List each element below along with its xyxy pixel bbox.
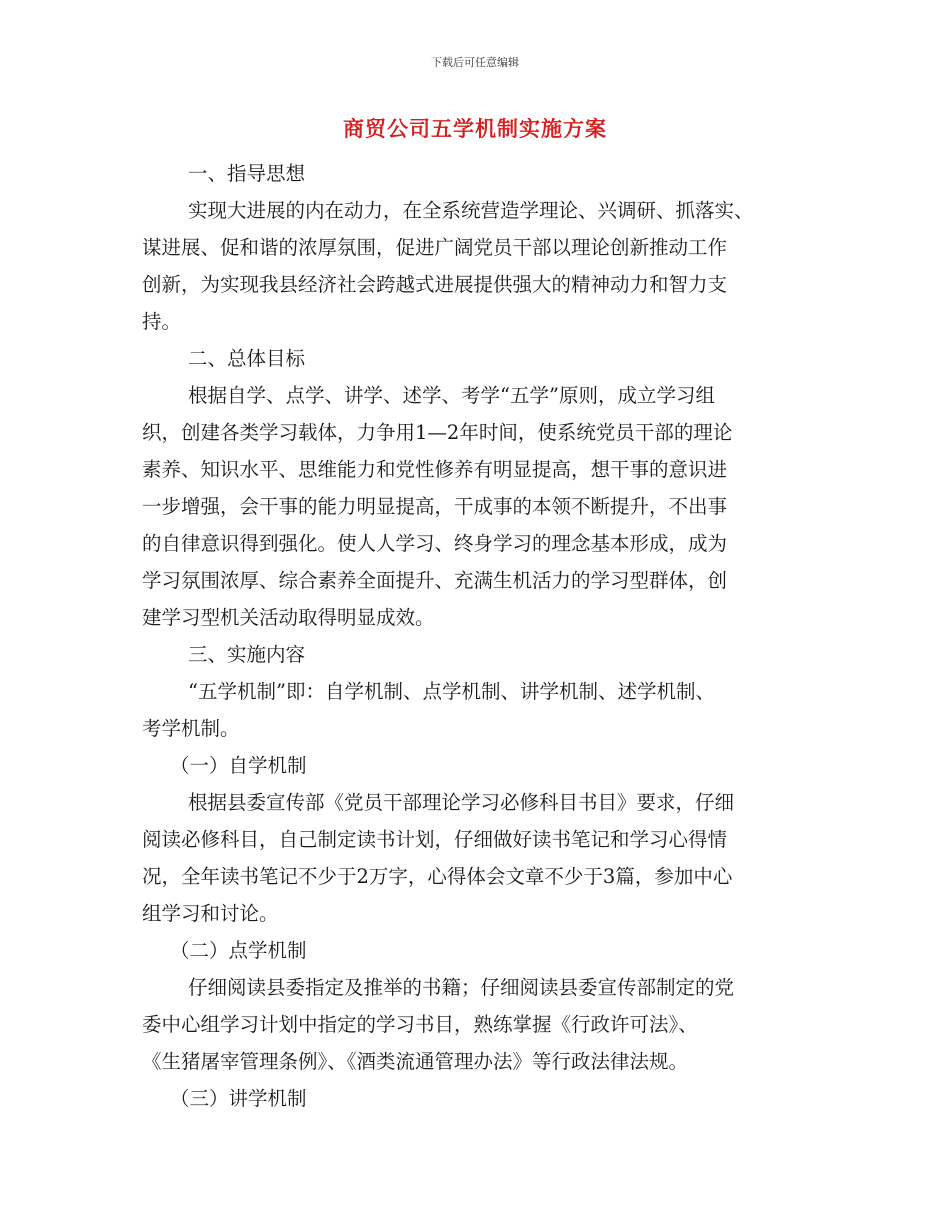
subsection-heading: （三）讲学机制 bbox=[170, 1087, 307, 1110]
paragraph-line: 仔细阅读县委指定及推举的书籍；仔细阅读县委宣传部制定的党 bbox=[188, 976, 735, 999]
paragraph-line: 组学习和讨论。 bbox=[142, 902, 279, 925]
paragraph-line: 持。 bbox=[142, 310, 182, 333]
paragraph-line: 的自律意识得到强化。使人人学习、终身学习的理念基本形成，成为 bbox=[142, 532, 728, 555]
paragraph-line: 根据自学、点学、讲学、述学、考学“五学”原则，成立学习组 bbox=[188, 384, 715, 407]
section-heading: 三、实施内容 bbox=[188, 643, 306, 666]
paragraph-line: 建学习型机关活动取得明显成效。 bbox=[142, 606, 435, 629]
paragraph-line: 一步增强，会干事的能力明显提高，干成事的本领不断提升，不出事 bbox=[142, 495, 728, 518]
subsection-heading: （二）点学机制 bbox=[170, 939, 307, 962]
paragraph-line: 织，创建各类学习载体，力争用1—2年时间，使系统党员干部的理论 bbox=[142, 421, 733, 444]
paragraph-line: 素养、知识水平、思维能力和党性修养有明显提高，想干事的意识进 bbox=[142, 458, 728, 481]
section-heading: 一、指导思想 bbox=[188, 162, 306, 185]
paragraph-line: 谋进展、促和谐的浓厚氛围，促进广阔党员干部以理论创新推动工作 bbox=[142, 236, 728, 259]
paragraph-line: 《生猪屠宰管理条例》、《酒类流通管理办法》等行政法律法规。 bbox=[142, 1050, 689, 1073]
paragraph-line: “五学机制”即：自学机制、点学机制、讲学机制、述学机制、 bbox=[188, 680, 715, 703]
header-note: 下载后可任意编辑 bbox=[431, 56, 519, 69]
paragraph-line: 创新，为实现我县经济社会跨越式进展提供强大的精神动力和智力支 bbox=[142, 273, 728, 296]
paragraph-line: 学习氛围浓厚、综合素养全面提升、充满生机活力的学习型群体，创 bbox=[142, 569, 728, 592]
section-heading: 二、总体目标 bbox=[188, 347, 306, 370]
paragraph-line: 考学机制。 bbox=[142, 717, 240, 740]
subsection-heading: （一）自学机制 bbox=[170, 754, 307, 777]
document-body bbox=[142, 155, 806, 1117]
document-title: 商贸公司五学机制实施方案 bbox=[343, 117, 607, 141]
paragraph-line: 实现大进展的内在动力，在全系统营造学理论、兴调研、抓落实、 bbox=[188, 199, 754, 222]
paragraph-line: 阅读必修科目，自己制定读书计划，仔细做好读书笔记和学习心得情 bbox=[142, 828, 728, 851]
paragraph-line: 委中心组学习计划中指定的学习书目，熟练掌握《行政许可法》、 bbox=[142, 1013, 698, 1036]
paragraph-line: 根据县委宣传部《党员干部理论学习必修科目书目》要求，仔细 bbox=[188, 791, 735, 814]
paragraph-line: 况，全年读书笔记不少于2万字，心得体会文章不少于3篇，参加中心 bbox=[142, 865, 733, 888]
